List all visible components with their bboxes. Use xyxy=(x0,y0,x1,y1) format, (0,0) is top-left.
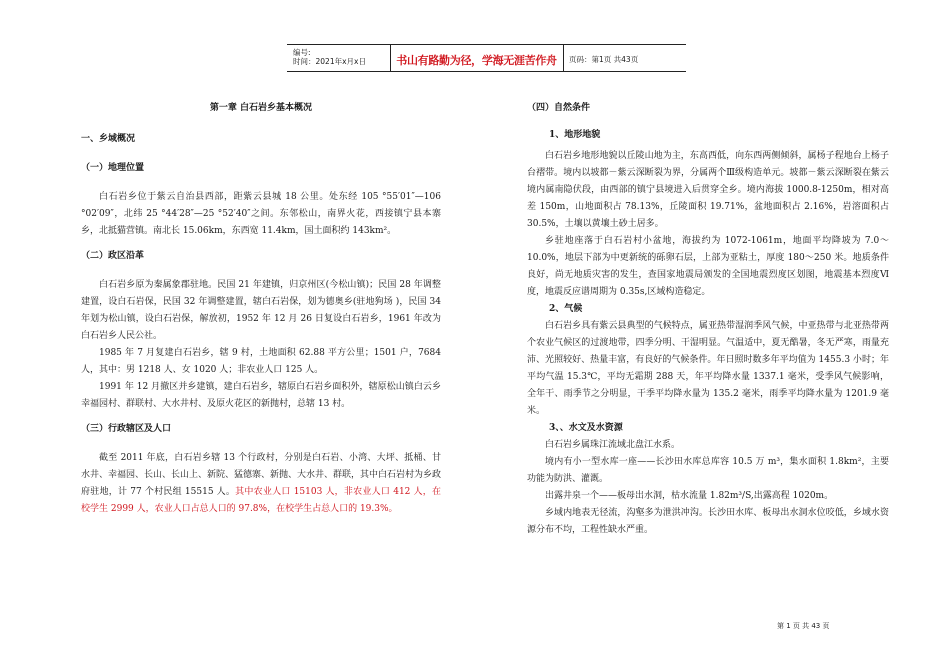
population-text: 截至 2011 年底，白石岩乡辖 13 个行政村，分别是白石岩、小湾、大坪、抵桶、甘水井、幸福园、长山、长山上、新院、猛德寨、新抛、大水井、群联，其中白石岩村为乡政府驻地，计 77 个村民组 15515 人。 xyxy=(81,453,442,497)
page-header xyxy=(287,44,686,72)
paragraph-history-1: 白石岩乡原为秦属象郡驻地。民国 21 年建镇，归京州区(今松山镇)；民国 28 年调整建置，设白石岩保，民国 32 年调整建置，辖白石岩保，划为德奥乡(驻地狗场 )，民国 34 年划为松山镇，设白石岩保，解放初，1952 年 12 月 26 日复设白石岩乡，1961 年改为白石岩乡人民公社。 xyxy=(81,280,441,341)
paragraph-history-3: 1991 年 12 月撤区并乡建镇，建白石岩乡，辖原白石岩乡面积外，辖原松山镇白云乡幸福园村、群联村、大水井村、及原火花区的新抛村，总辖 13 村。 xyxy=(81,382,441,409)
heading-climate: 2、气候 xyxy=(549,304,583,314)
paragraph-water-4: 乡域内地表无径流，沟壑多为泄洪冲沟。长沙田水库、板母出水洞水位咬低，乡域水资源分布不均，工程性缺水严重。 xyxy=(527,508,889,535)
heading-terrain: 1、地形地貌 xyxy=(549,130,601,140)
population-highlight: 其中农业人口 15103 人，非农业人口 412 人，在校学生 2999 人，农业人口占总人口的 97.8%，在校学生占总人口的 19.3%。 xyxy=(81,487,441,514)
paragraph-water-2: 境内有小一型水库一座——长沙田水库总库容 10.5 万 m³，集水面积 1.8km²，主要功能为防洪、灌溉。 xyxy=(527,457,889,484)
header-page-cell xyxy=(564,45,686,71)
header-page-number: 页码：第1页 共43页 xyxy=(569,55,639,64)
paragraph-climate: 白石岩乡具有紫云县典型的气候特点，属亚热带湿润季风气候，中亚热带与北亚热带两个农业气候区的过渡地带，四季分明、干湿明显。气温适中，夏无酷暑，冬无严寒，雨量充沛、光照较好、热量丰富，有良好的气候条件。年日照时数多年平均值为 1455.3 小时；年平均气温 15.3℃，平均无霜期 288 天，年平均降水量 1337.1 毫米，受季风气候影响，全年干、雨季节之分明显，干季平均降水量为 135.2 毫米，雨季平均降水量为 1201.9 毫米。 xyxy=(527,321,889,416)
paragraph-history-2: 1985 年 7 月复建白石岩乡，辖 9 村，土地面积 62.88 平方公里；1501 户，7684 人，其中：男 1218 人、女 1020 人；非农业人口 125 人。 xyxy=(81,348,441,375)
heading-history: （二）政区沿革 xyxy=(81,251,145,261)
paragraph-terrain-2: 乡驻地座落于白石岩村小盆地，海拔约为 1072-1061m，地面平均降坡为 7.0～10.0%，地层下部为中更新统的砾卵石层，上部为亚粘土，厚度 180～250 米。地质条件良好，尚无地质灾害的发生，查国家地震局颁发的全国地震烈度区划图，地震基本烈度Ⅵ度，地震反应谱周期为 0.35s,区域构造稳定。 xyxy=(527,236,889,297)
time-label: 时间：2021年x月x日 xyxy=(293,57,366,66)
heading-population: （三）行政辖区及人口 xyxy=(81,424,172,434)
heading-natural-conditions: （四）自然条件 xyxy=(527,103,591,113)
paragraph-location: 白石岩乡位于紫云自治县西部，距紫云县城 18 公里。处东经 105 °55′01″—106 °02′09″，北纬 25 °44′28″—25 °52′40″之间。东邻松山，南界火花，西接镇宁县本寨乡，北抵猫营镇。南北长 15.06km，东西宽 11.4km，国土面积约 143km²。 xyxy=(81,192,441,236)
motto-text: 书山有路勤为径，学海无涯苦作舟 xyxy=(396,54,557,67)
heading-location: （一）地理位置 xyxy=(81,163,145,173)
left-column xyxy=(81,100,441,518)
heading-water: 3、、水文及水资源 xyxy=(549,423,623,433)
header-info-cell xyxy=(287,45,391,71)
section-heading-overview: 一、乡域概况 xyxy=(81,134,136,144)
paragraph-water-1: 白石岩乡属珠江流域北盘江水系。 xyxy=(545,440,681,450)
chapter-title: 第一章 白石岩乡基本概况 xyxy=(209,103,313,113)
header-motto-cell xyxy=(390,45,564,71)
footer-page-number: 第 1 页 共 43 页 xyxy=(777,622,830,630)
right-column xyxy=(527,100,889,539)
paragraph-water-3: 出露井泉一个——板母出水洞，枯水流量 1.82m³/S,出露高程 1020m。 xyxy=(545,491,834,501)
paragraph-population xyxy=(81,450,441,518)
paragraph-terrain-1: 白石岩乡地形地貌以丘陵山地为主，东高西低，向东西两侧倾斜，属杨子程地台上杨子台褶带。境内以坡都－紫云深断裂为界，分属两个Ⅲ级构造单元。坡都－紫云深断裂在紫云境内属南隐伏段，由西部的镇宁县境进入后贯穿全乡。境内海拔 1000.8-1250m，相对高差 150m，山地面积占 78.13%，丘陵面积 19.71%，盆地面积占 2.16%，岩溶面积占 30.5%，土壤以黄壤土砂土居多。 xyxy=(527,151,889,229)
number-label: 编号: xyxy=(293,48,311,57)
